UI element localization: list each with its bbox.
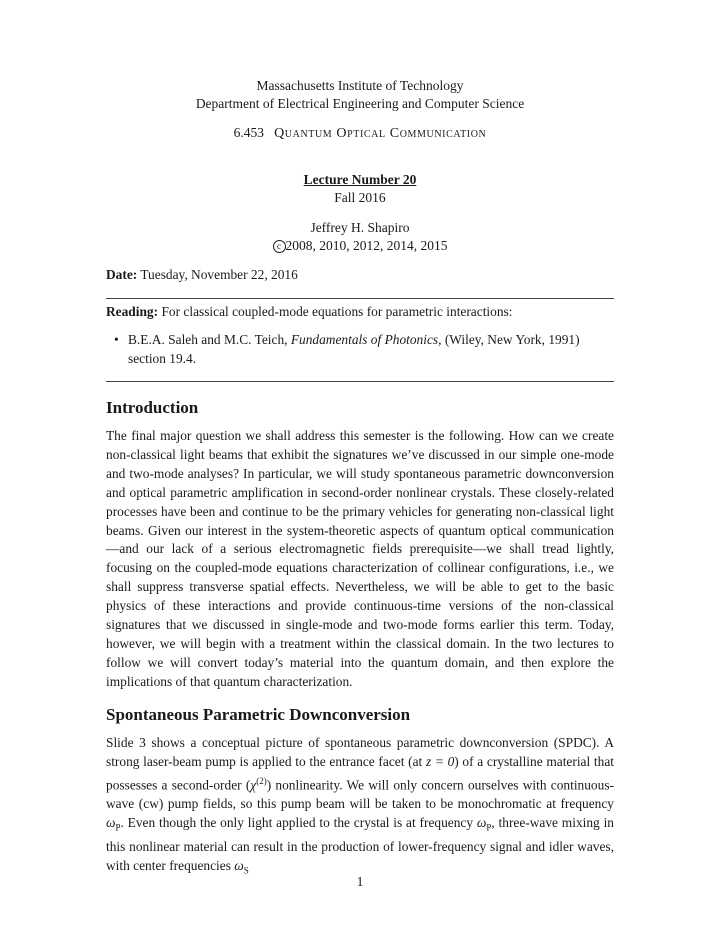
copyright-years: 2008, 2010, 2012, 2014, 2015 [285,238,448,253]
author: Jeffrey H. Shapiro [310,220,410,235]
section-heading-introduction: Introduction [106,398,199,417]
copyright [0,238,720,254]
term: Fall 2016 [334,190,386,205]
date-value: Tuesday, November 22, 2016 [140,267,298,282]
divider-top [106,298,614,299]
institution: Massachusetts Institute of Technology [256,78,464,93]
spdc-paragraph: Slide 3 shows a conceptual picture of spontaneous parametric downconversion (SPDC). A strong laser-beam pump is applied to the entrance facet (at z = 0) of a crystalline material that possesses a second-order $(\chi^{(2)})$ nonlinearity. We will only concern ourselves with continuous-wave (cw) pump fields, so this pump beam will be taken to be monochromatic at frequency $\omega_P$. Even though the only light applied to the crystal is at frequency $\omega_P$, three-wave mixing in this nonlinear material can result in the production of lower-frequency signal and idler waves, with center frequencies $\omega_S$ [106,735,614,876]
section-heading-spdc: Spontaneous Parametric Downconversion [106,705,411,724]
course-title: Quantum Optical Communication [274,126,487,141]
reading-text: For classical coupled-mode equations for parametric interactions: [161,304,513,319]
page-number: 1 [356,874,364,889]
date-line [106,266,614,285]
bullet-icon: • [114,332,119,347]
date-label: Date: [106,267,138,282]
divider-bottom [106,381,614,382]
reading-line [106,303,614,322]
copyright-icon: c [273,240,286,253]
reading-item: • B.E.A. Saleh and M.C. Teich, Fundamentals of Photonics, (Wiley, New York, 1991) section 19.4. [114,332,580,366]
book-title: Fundamentals of Photonics, [290,332,442,347]
lecture-number: Lecture Number 20 [303,172,417,187]
department: Department of Electrical Engineering and Computer Science [195,96,525,111]
introduction-paragraph: The final major question we shall address this semester is the following. How can we create non-classical light beams that exhibit the signatures we’ve discussed in our simple one-mode and two-mode analyses? In particular, we will study spontaneous parametric downconversion and optical parametric amplification in second-order nonlinear crystals. These closely-related processes have been and continue to be the primary vehicles for generating non-classical light beams. Given our interest in the system-theoretic aspects of quantum optical communication—and our lack of a serious electromagnetic fields prerequisite—we shall tread lightly, focusing on the coupled-mode equations characterization of collinear configurations, i.e., we shall suppress transverse spatial effects. Nevertheless, we will be able to get to the basic physics of these interactions and provide continuous-time versions of the non-classical signatures that we discussed in single-mode and two-mode forms earlier this term. Today, however, we will begin with a treatment within the classical domain. In the two lectures to follow we will convert today’s material into the quantum domain, and then explore the implications of that quantum characterization. [106,428,614,689]
course-number: 6.453 [233,125,264,140]
reading-label: Reading: [106,304,159,319]
course-heading [0,125,720,142]
